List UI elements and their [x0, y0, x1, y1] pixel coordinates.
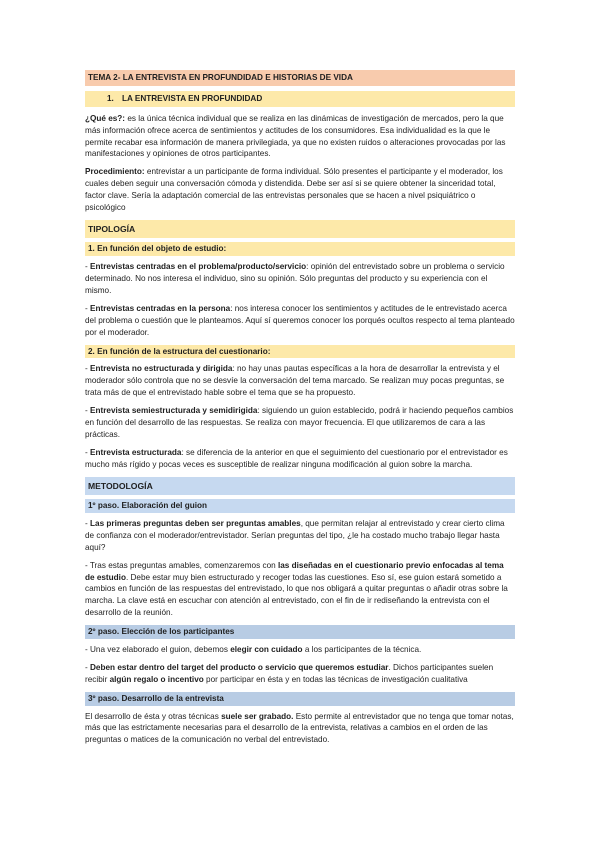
- subheading-paso-2: 2º paso. Elección de los participantes: [85, 625, 515, 639]
- item-entrevista-no-estructurada: - Entrevista no estructurada y dirigida: no hay unas pautas específicas a la hora de desarrollar la entrevista y el moderador sólo controla que no se desvíe la conversación del tema marcado. Se realizan muy pocas preguntas, se trata más de que el entrevistado hable sobre el tema que se ha propuesto.: [85, 364, 505, 398]
- topic-title: TEMA 2- LA ENTREVISTA EN PROFUNDIDAD E HISTORIAS DE VIDA: [85, 70, 515, 86]
- paragraph-desarrollo: El desarrollo de ésta y otras técnicas suele ser grabado. Esto permite al entrevistador que no tenga que tomar notas, más que las estrictamente necesarias para el desarrollo de la entrevista, relativas a cambios en el orden de las preguntas o matices de la comunicación no verbal del entrevistado.: [85, 711, 514, 745]
- subheading-estructura-cuestionario: 2. En función de la estructura del cuestionario:: [85, 345, 515, 359]
- paragraph-procedimiento: Procedimiento: entrevistar a un participante de forma individual. Sólo presentes el participante y el moderador, los cuales deben seguir una conversación cómoda y distendida. Debe ser así si se quiere obtener la sinceridad total, factor clave. Sería la adaptación comercial de las entrevistas personales que se hacen a nivel psiquiátrico o psicológico: [85, 167, 503, 213]
- section-heading-tipologia: TIPOLOGÍA: [85, 220, 515, 238]
- subheading-paso-3: 3º paso. Desarrollo de la entrevista: [85, 692, 515, 706]
- item-entrevistas-persona: - Entrevistas centradas en la persona: nos interesa conocer los sentimientos y actitudes de le entrevistado acerca del problema o cuestión que le planteamos. Aquí sí queremos conocer los porqués ocultos respecto al tema planteado por el moderador.: [85, 303, 515, 337]
- subheading-paso-1: 1º paso. Elaboración del guion: [85, 499, 515, 513]
- paragraph-primeras-preguntas: - Las primeras preguntas deben ser preguntas amables, que permitan relajar al entrevistado y crear cierto clima de confianza con el moderador/entrevistador. Serían preguntas del tipo, ¿le ha costado mucho trabajo llegar hasta aquí?: [85, 518, 505, 552]
- paragraph-target: - Deben estar dentro del target del producto o servicio que queremos estudiar. Dichos participantes suelen recibir algún regalo o incentivo por participar en ésta y en todas las técnicas de investigación cualitativa: [85, 662, 494, 684]
- paragraph-elaborado-guion: - Una vez elaborado el guion, debemos elegir con cuidado a los participantes de la técnica.: [85, 644, 422, 654]
- item-entrevista-semiestructurada: - Entrevista semiestructurada y semidirigida: siguiendo un guion establecido, podrá ir haciendo pequeños cambios en función del desarrollo de las respuestas. Se realiza con mayor frecuencia. El que utilizaremos de cara a las prácticas.: [85, 406, 514, 439]
- subheading-objeto-estudio: 1. En función del objeto de estudio:: [85, 242, 515, 256]
- item-entrevista-estructurada: - Entrevista estructurada: se diferencia de la anterior en que el seguimiento del cuestionario por el entrevistador es mucho más rígido y pocas veces es susceptible de realizar ninguna modificación al guion sobre la marcha.: [85, 447, 508, 469]
- section-heading-metodologia: METODOLOGÍA: [85, 477, 515, 495]
- document-content: [85, 70, 515, 752]
- item-entrevistas-problema: - Entrevistas centradas en el problema/producto/servicio: opinión del entrevistado sobre un problema o servicio determinado. No nos interesa el individuo, sino su opinión. Sólo preguntas del producto y su experiencia con el mismo.: [85, 262, 505, 296]
- paragraph-que-es: ¿Qué es?: es la única técnica individual que se realiza en las dinámicas de investigación de mercados, pero la que más información ofrece acerca de sentimientos y actitudes de los consumidores. Esa individualidad es la que le permite recabar esa información de manera privilegiada, ya que no existen ruidos o alteraciones provocadas por las manifestaciones y opiniones de otros participantes.: [85, 113, 506, 159]
- section-heading-entrevista: 1. LA ENTREVISTA EN PROFUNDIDAD: [85, 91, 515, 107]
- paragraph-tras-preguntas: - Tras estas preguntas amables, comenzaremos con las diseñadas en el cuestionario previo enfocadas al tema de estudio. Debe estar muy bien estructurado y recoger todas las cuestiones. Eso sí, ese guion estará sometido a cambios en función de las respuestas del entrevistado, lo que nos obligará a quitar preguntas o añadir otras sobre la marcha. La clave está en escuchar con atención al entrevistado, con el fin de ir rediseñando la entrevista con el desarrollo de la reunión.: [85, 560, 508, 618]
